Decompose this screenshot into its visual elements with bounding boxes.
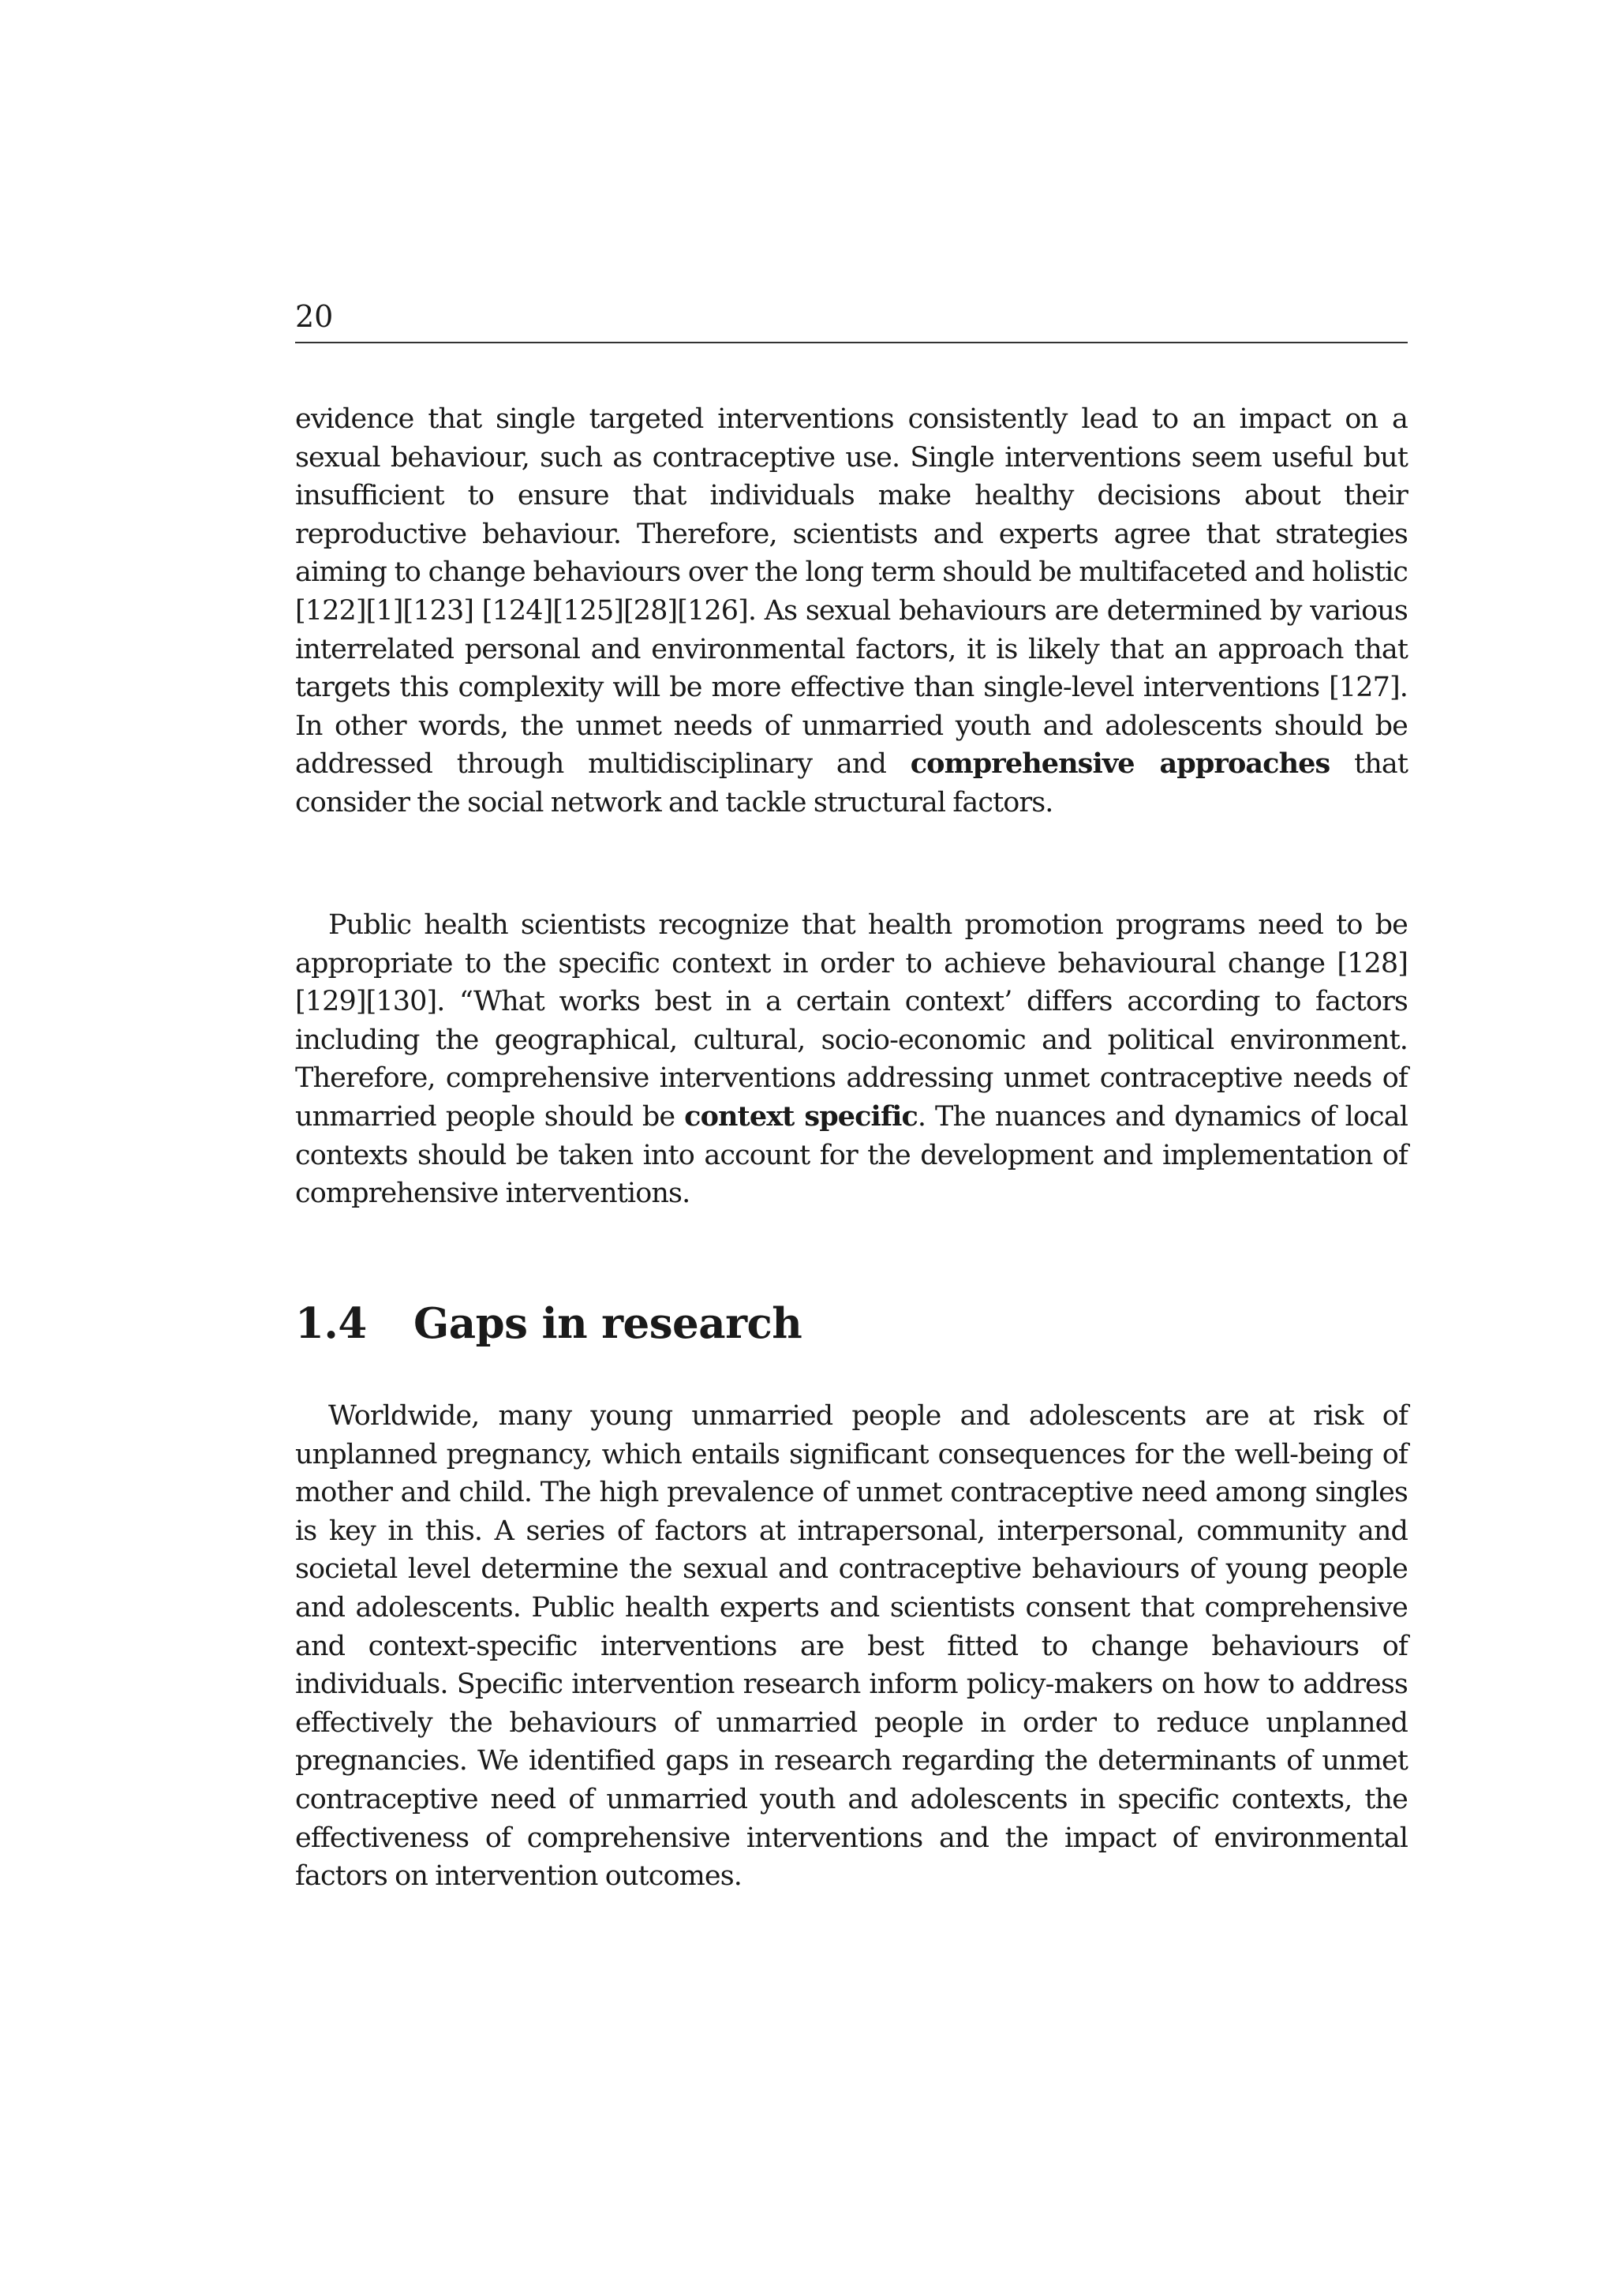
paragraph-context-specific xyxy=(295,906,1408,1213)
emphasis-comprehensive-approaches: comprehensive approaches xyxy=(910,747,1330,781)
section-title: Gaps in research xyxy=(413,1299,802,1348)
section-number: 1.4 xyxy=(295,1299,367,1348)
paragraph-intervention-evidence xyxy=(295,400,1408,822)
paragraph-text: that consider the social network and tackle structural factors. xyxy=(295,748,1408,818)
paragraph-text: Public health scientists recognize that health promotion programs need to be appropriate to the specific context in order to achieve behavioural change [128][129][130]. “What works best in a certain context’ differs according to factors including the geographical, cultural, socio-economic and political environment. Therefore, comprehensive interventions addressing unmet contraceptive needs of unmarried people should be xyxy=(295,909,1408,1133)
page-header xyxy=(295,298,1408,343)
emphasis-context-specific: context specific xyxy=(684,1099,918,1133)
paragraph-gaps-in-research: Worldwide, many young unmarried people and adolescents are at risk of unplanned pregnancy, which entails significant consequences for the well-being of mother and child. The high prevalence of unmet contraceptive need among singles is key in this. A series of factors at intrapersonal, interpersonal, community and societal level determine the sexual and contraceptive behaviours of young people and adolescents. Public health experts and scientists consent that comprehensive and context-specific interventions are best fitted to change behaviours of individuals. Specific intervention research inform policy-makers on how to address effectively the behaviours of unmarried people in order to reduce unplanned pregnancies. We identified gaps in research regarding the determinants of unmet contraceptive need of unmarried youth and adolescents in specific contexts, the effectiveness of comprehensive interventions and the impact of environmental factors on intervention outcomes. xyxy=(295,1400,1408,1893)
page-number: 20 xyxy=(295,299,334,334)
section-heading xyxy=(295,1298,802,1349)
paragraph-text: evidence that single targeted interventions consistently lead to an impact on a sexual behaviour, such as contraceptive use. Single interventions seem useful but insufficient to ensure that individuals make healthy decisions about their reproductive behaviour. Therefore, scientists and experts agree that strategies aiming to change behaviours over the long term should be multifaceted and holistic [122][1][123] [124][125][28][126]. As sexual behaviours are determined by various interrelated personal and environmental factors, it is likely that an approach that targets this complexity will be more effective than single-level interventions [127]. In other words, the unmet needs of unmarried youth and adolescents should be addressed through multidisciplinary and xyxy=(295,403,1408,781)
paragraph-text: . The nuances and dynamics of local contexts should be taken into account for the development and implementation of comprehensive interventions. xyxy=(295,1100,1408,1210)
